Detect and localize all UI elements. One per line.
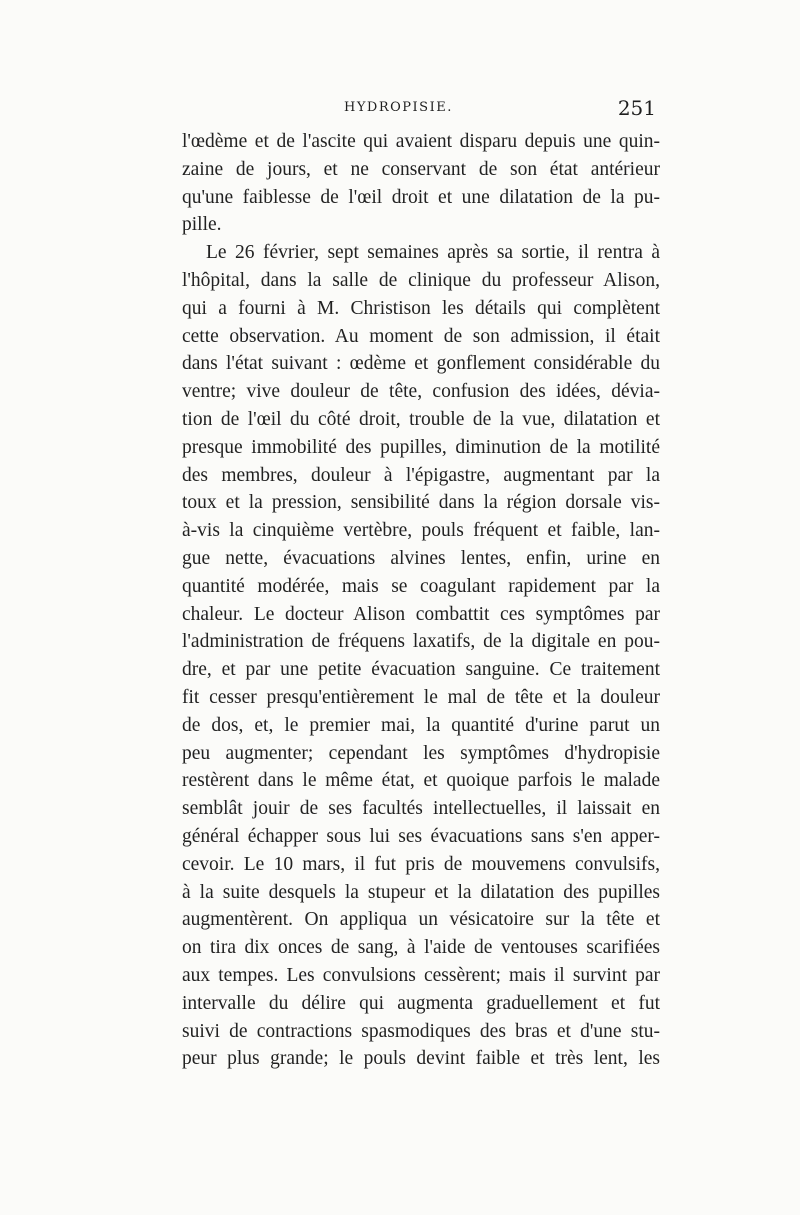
text-line: l'hôpital, dans la salle de clinique du professeur Alison, xyxy=(182,269,660,291)
text-line: à-vis la cinquième vertèbre, pouls fréquent et faible, lan- xyxy=(182,520,660,542)
text-line: général échapper sous lui ses évacuations sans s'en apper- xyxy=(182,825,660,847)
running-head: HYDROPISIE. xyxy=(344,100,453,115)
text-line: suivi de contractions spasmodiques des bras et d'une stu- xyxy=(182,1020,660,1042)
text-line: tion de l'œil du côté droit, trouble de la vue, dilatation et xyxy=(182,408,660,430)
text-line: zaine de jours, et ne conservant de son état antérieur xyxy=(182,158,660,180)
text-line: peur plus grande; le pouls devint faible et très lent, les xyxy=(182,1048,660,1070)
text-line: chaleur. Le docteur Alison combattit ces symptômes par xyxy=(182,603,660,625)
text-line: toux et la pression, sensibilité dans la région dorsale vis- xyxy=(182,492,660,514)
text-line: intervalle du délire qui augmenta graduellement et fut xyxy=(182,992,660,1014)
text-line: ventre; vive douleur de tête, confusion des idées, dévia- xyxy=(182,381,660,403)
text-line: semblât jouir de ses facultés intellectuelles, il laissait en xyxy=(182,798,660,820)
text-line: à la suite desquels la stupeur et la dilatation des pupilles xyxy=(182,881,660,903)
text-line: augmentèrent. On appliqua un vésicatoire sur la tête et xyxy=(182,909,660,931)
page-number: 251 xyxy=(617,96,656,120)
text-line: qu'une faiblesse de l'œil droit et une dilatation de la pu- xyxy=(182,186,660,208)
text-line: on tira dix onces de sang, à l'aide de ventouses scarifiées xyxy=(182,937,660,959)
text-line: qui a fourni à M. Christison les détails qui complètent xyxy=(182,297,660,319)
text-line: peu augmenter; cependant les symptômes d'hydropisie xyxy=(182,742,660,764)
text-line: de dos, et, le premier mai, la quantité d'urine parut un xyxy=(182,714,660,736)
text-line: dre, et par une petite évacuation sanguine. Ce traitement xyxy=(182,659,660,681)
text-line: l'œdème et de l'ascite qui avaient disparu depuis une quin- xyxy=(182,131,660,152)
text-line: cevoir. Le 10 mars, il fut pris de mouvemens convulsifs, xyxy=(182,853,660,875)
text-line: des membres, douleur à l'épigastre, augmentant par la xyxy=(182,464,660,486)
text-line: presque immobilité des pupilles, diminution de la motilité xyxy=(182,436,660,458)
text-line: quantité modérée, mais se coagulant rapidement par la xyxy=(182,575,660,597)
text-line: aux tempes. Les convulsions cessèrent; mais il survint par xyxy=(182,964,660,986)
text-line: dans l'état suivant : œdème et gonflement considérable du xyxy=(182,353,660,375)
text-line: gue nette, évacuations alvines lentes, enfin, urine en xyxy=(182,547,660,569)
text-line: pille. xyxy=(182,214,222,236)
text-line: cette observation. Au moment de son admission, il était xyxy=(182,325,660,347)
text-line: Le 26 février, sept semaines après sa sortie, il rentra à xyxy=(206,242,660,264)
text-line: restèrent dans le même état, et quoique parfois le malade xyxy=(182,770,660,792)
text-line: l'administration de fréquens laxatifs, de la digitale en pou- xyxy=(182,631,660,653)
body-text xyxy=(182,128,660,1073)
text-line: fit cesser presqu'entièrement le mal de tête et la douleur xyxy=(182,686,660,708)
page-header xyxy=(184,96,656,122)
